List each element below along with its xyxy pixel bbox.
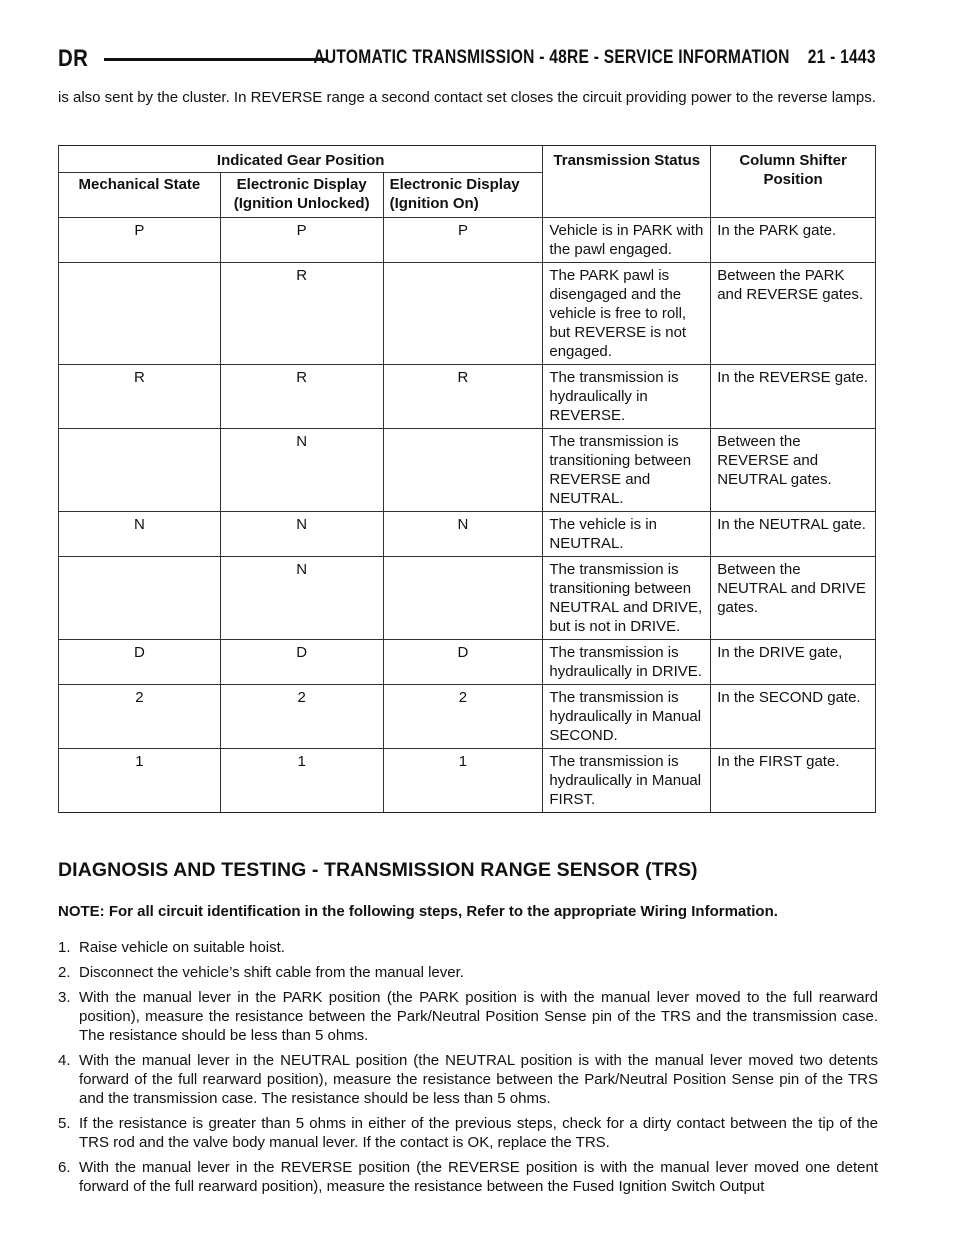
list-item (58, 963, 878, 982)
cell-display-on (383, 557, 543, 640)
cell-display-on: 2 (383, 685, 543, 749)
header-display-unlocked: Electronic Display (Ignition Unlocked) (220, 173, 383, 218)
list-item (58, 1114, 878, 1152)
cell-display-unlocked: D (220, 640, 383, 685)
table-row (59, 365, 876, 429)
cell-display-on (383, 263, 543, 365)
cell-display-unlocked: R (220, 263, 383, 365)
cell-mechanical-state: N (59, 512, 221, 557)
list-item (58, 938, 878, 957)
header-code: DR (58, 45, 89, 72)
table-row (59, 429, 876, 512)
step-text: If the resistance is greater than 5 ohms in either of the previous steps, check for a dirty contact between the tip of the TRS rod and the valve body manual lever. If the contact is OK, replace the TRS. (79, 1115, 878, 1151)
cell-column-shifter-position: In the NEUTRAL gate. (711, 512, 876, 557)
cell-transmission-status: Vehicle is in PARK with the pawl engaged. (543, 218, 711, 263)
step-number: 5. (58, 1115, 71, 1132)
cell-column-shifter-position: In the REVERSE gate. (711, 365, 876, 429)
cell-column-shifter-position: In the PARK gate. (711, 218, 876, 263)
cell-mechanical-state: D (59, 640, 221, 685)
cell-mechanical-state: R (59, 365, 221, 429)
step-text: With the manual lever in the REVERSE position (the REVERSE position is with the manual lever moved one detent forward of the full rearward position), measure the resistance between the Fused Ignition Switch Output (79, 1159, 878, 1195)
gear-table-body (59, 218, 876, 813)
cell-mechanical-state (59, 557, 221, 640)
cell-display-unlocked: N (220, 512, 383, 557)
list-item (58, 988, 878, 1045)
page-header (58, 44, 876, 74)
cell-transmission-status: The transmission is hydraulically in DRIVE. (543, 640, 711, 685)
procedure-steps (58, 938, 878, 1202)
cell-column-shifter-position: In the SECOND gate. (711, 685, 876, 749)
header-rule (104, 58, 328, 61)
cell-display-unlocked: N (220, 429, 383, 512)
header-transmission-status: Transmission Status (543, 146, 711, 218)
step-text: Disconnect the vehicle’s shift cable from the manual lever. (79, 964, 464, 981)
cell-column-shifter-position: Between the PARK and REVERSE gates. (711, 263, 876, 365)
cell-mechanical-state (59, 429, 221, 512)
cell-column-shifter-position: In the FIRST gate. (711, 749, 876, 813)
cell-display-on: P (383, 218, 543, 263)
intro-paragraph: is also sent by the cluster. In REVERSE range a second contact set closes the circuit providing power to the reverse lamps. (58, 89, 876, 106)
cell-transmission-status: The transmission is hydraulically in Manual FIRST. (543, 749, 711, 813)
header-column-shifter-position: Column Shifter Position (711, 146, 876, 218)
gear-position-table (58, 145, 876, 813)
table-row (59, 263, 876, 365)
step-text: With the manual lever in the NEUTRAL position (the NEUTRAL position is with the manual lever moved two detents forward of the full rearward position), measure the resistance between the Park/Neutral Position Sense pin of the TRS and the transmission case. The resistance should be less than 5 ohms. (79, 1052, 878, 1107)
cell-display-on: R (383, 365, 543, 429)
header-right (314, 47, 876, 69)
step-text: Raise vehicle on suitable hoist. (79, 939, 285, 956)
step-number: 6. (58, 1159, 71, 1176)
cell-transmission-status: The PARK pawl is disengaged and the vehicle is free to roll, but REVERSE is not engaged. (543, 263, 711, 365)
cell-column-shifter-position: Between the REVERSE and NEUTRAL gates. (711, 429, 876, 512)
note: NOTE: For all circuit identification in the following steps, Refer to the appropriate Wiring Information. (58, 903, 778, 920)
table-row (59, 685, 876, 749)
cell-display-unlocked: N (220, 557, 383, 640)
step-number: 2. (58, 964, 71, 981)
cell-mechanical-state (59, 263, 221, 365)
cell-mechanical-state: P (59, 218, 221, 263)
cell-display-unlocked: 2 (220, 685, 383, 749)
cell-transmission-status: The transmission is hydraulically in Manual SECOND. (543, 685, 711, 749)
cell-display-on: N (383, 512, 543, 557)
section-title: DIAGNOSIS AND TESTING - TRANSMISSION RANGE SENSOR (TRS) (58, 859, 698, 881)
header-display-on: Electronic Display (Ignition On) (383, 173, 543, 218)
cell-transmission-status: The transmission is transitioning between REVERSE and NEUTRAL. (543, 429, 711, 512)
cell-mechanical-state: 1 (59, 749, 221, 813)
list-item (58, 1051, 878, 1108)
cell-display-unlocked: 1 (220, 749, 383, 813)
page-number: 21 - 1443 (807, 47, 876, 68)
header-mechanical-state: Mechanical State (59, 173, 221, 218)
cell-display-on: D (383, 640, 543, 685)
cell-column-shifter-position: Between the NEUTRAL and DRIVE gates. (711, 557, 876, 640)
table-row (59, 557, 876, 640)
cell-transmission-status: The transmission is hydraulically in REVERSE. (543, 365, 711, 429)
cell-display-on: 1 (383, 749, 543, 813)
cell-display-unlocked: R (220, 365, 383, 429)
cell-transmission-status: The vehicle is in NEUTRAL. (543, 512, 711, 557)
list-item (58, 1158, 878, 1196)
table-row (59, 512, 876, 557)
cell-transmission-status: The transmission is transitioning between NEUTRAL and DRIVE, but is not in DRIVE. (543, 557, 711, 640)
step-number: 1. (58, 939, 71, 956)
step-text: With the manual lever in the PARK position (the PARK position is with the manual lever moved to the full rearward position), measure the resistance between the Park/Neutral Position Sense pin of the TRS and the transmission case. The resistance should be less than 5 ohms. (79, 989, 878, 1044)
cell-column-shifter-position: In the DRIVE gate, (711, 640, 876, 685)
step-number: 4. (58, 1052, 71, 1069)
table-row (59, 749, 876, 813)
table-row (59, 640, 876, 685)
cell-display-on (383, 429, 543, 512)
header-title: AUTOMATIC TRANSMISSION - 48RE - SERVICE INFORMATION (313, 47, 790, 68)
header-indicated-gear-position: Indicated Gear Position (59, 146, 543, 173)
step-number: 3. (58, 989, 71, 1006)
cell-mechanical-state: 2 (59, 685, 221, 749)
table-row (59, 218, 876, 263)
cell-display-unlocked: P (220, 218, 383, 263)
